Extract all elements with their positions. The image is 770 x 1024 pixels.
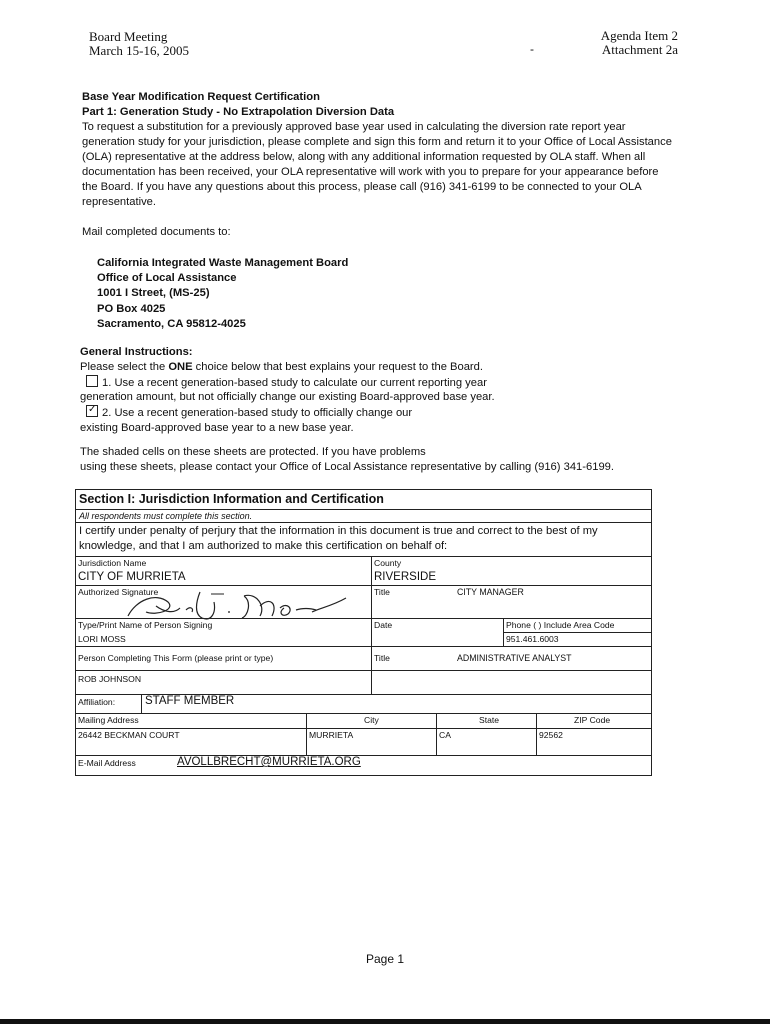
address-line: Sacramento, CA 95812-4025	[97, 317, 246, 330]
divider	[76, 670, 651, 671]
mailing-address-label: Mailing Address	[78, 715, 139, 725]
divider	[76, 755, 651, 756]
section-title: Section I: Jurisdiction Information and Certification	[79, 492, 384, 506]
header-board-meeting: Board Meeting	[89, 29, 168, 44]
scan-edge-bar	[0, 1019, 770, 1024]
page-number: Page 1	[365, 952, 405, 966]
zip-field[interactable]: 92562	[539, 730, 563, 740]
affiliation-label: Affiliation:	[78, 697, 116, 707]
email-field[interactable]: AVOLLBRECHT@MURRIETA.ORG	[177, 756, 361, 768]
intro-paragraph: To request a substitution for a previously approved base year used in calculating the diversion rate report year generation study for your jurisdiction, please complete and sign this form and return it to your Office of Local Assistance (OLA) representative at the address below, along with any additional information requested by OLA staff. When all documentation has been received, your OLA representative will work with you to prepare for your appearance before the Board. If you have any questions about this process, please call (916) 341-6199 to be connected to your OLA representative.	[82, 121, 672, 208]
section-1-form	[75, 489, 652, 776]
shaded-note-line: The shaded cells on these sheets are protected. If you have problems	[80, 446, 426, 458]
option-1-continued: generation amount, but not officially change our existing Board-approved base year.	[80, 391, 495, 404]
county-label: County	[374, 558, 402, 568]
state-field[interactable]: CA	[439, 730, 451, 740]
general-heading: General Instructions:	[80, 346, 193, 358]
general-instructions	[80, 345, 680, 436]
city-field[interactable]: MURRIETA	[309, 730, 354, 740]
mailing-address-block	[97, 256, 348, 332]
divider	[141, 694, 142, 713]
select-instruction	[80, 360, 680, 375]
doc-subtitle: Part 1: Generation Study - No Extrapolation Diversion Data	[82, 106, 395, 118]
header-date: March 15-16, 2005	[89, 43, 190, 58]
print-name-field[interactable]: LORI MOSS	[78, 634, 126, 644]
select-post: choice below that best explains your request to the Board.	[192, 360, 483, 373]
phone-field[interactable]: 951.461.6003	[506, 634, 559, 644]
address-line: 1001 I Street, (MS-25)	[97, 287, 210, 300]
divider	[536, 713, 537, 755]
county-field[interactable]: RIVERSIDE	[374, 571, 436, 583]
divider	[76, 646, 651, 647]
person-completing-label: Person Completing This Form (please print or type)	[78, 653, 274, 663]
header-agenda-item: Agenda Item 2	[600, 28, 678, 43]
option-1-checkbox[interactable]	[86, 375, 98, 387]
email-label: E-Mail Address	[78, 758, 136, 768]
divider	[503, 632, 651, 633]
divider	[306, 713, 307, 755]
shaded-note-line: using these sheets, please contact your Office of Local Assistance representative by calling (916) 341-6199.	[80, 460, 615, 473]
option-2-continued: existing Board-approved base year to a new base year.	[80, 421, 354, 434]
divider	[76, 728, 651, 729]
city-label: City	[364, 715, 379, 725]
header-attachment: Attachment 2a	[601, 42, 678, 57]
jurisdiction-field[interactable]: CITY OF MURRIETA	[78, 571, 186, 583]
divider	[76, 509, 651, 510]
state-label: State	[479, 715, 500, 725]
authorized-signature-label: Authorized Signature	[78, 587, 159, 597]
certification-text: I certify under penalty of perjury that the information in this document is true and correct to the best of my knowledge, and that I am authorized to make this certification on behalf of:	[79, 525, 598, 552]
divider	[76, 522, 651, 523]
option-2[interactable]	[80, 405, 680, 421]
shaded-cells-note	[80, 445, 680, 475]
address-line: California Integrated Waste Management Board	[97, 257, 349, 269]
title-2-field[interactable]: ADMINISTRATIVE ANALYST	[457, 653, 572, 663]
address-line: Office of Local Assistance	[97, 272, 237, 285]
option-1[interactable]	[80, 375, 680, 391]
mail-label: Mail completed documents to:	[82, 226, 231, 238]
select-bold: ONE	[168, 360, 193, 373]
title-2-label: Title	[374, 653, 390, 663]
section-subtitle: All respondents must complete this section.	[79, 511, 253, 521]
option-1-text: 1. Use a recent generation-based study to calculate our current reporting year	[102, 376, 487, 389]
person-completing-field[interactable]: ROB JOHNSON	[78, 674, 142, 684]
date-label: Date	[374, 620, 393, 630]
doc-title: Base Year Modification Request Certification	[82, 91, 320, 103]
divider	[371, 556, 372, 695]
title-label: Title	[374, 587, 390, 597]
option-2-text: 2. Use a recent generation-based study to officially change our	[102, 407, 413, 420]
address-line: PO Box 4025	[97, 302, 166, 315]
phone-label: Phone ( ) Include Area Code	[506, 620, 615, 630]
header-dash: -	[530, 42, 534, 56]
header-meeting-info	[89, 30, 189, 58]
title-block	[82, 90, 672, 210]
select-pre: Please select the	[80, 360, 169, 373]
print-name-label: Type/Print Name of Person Signing	[78, 620, 213, 630]
mailing-address-field[interactable]: 26442 BECKMAN COURT	[78, 730, 180, 740]
option-2-checkbox[interactable]	[86, 405, 98, 417]
divider	[76, 556, 651, 557]
divider	[76, 618, 651, 619]
jurisdiction-label: Jurisdiction Name	[78, 558, 147, 568]
divider	[76, 713, 651, 714]
title-field[interactable]: CITY MANAGER	[457, 587, 524, 597]
zip-label: ZIP Code	[574, 715, 611, 725]
divider	[436, 713, 437, 755]
affiliation-field[interactable]: STAFF MEMBER	[145, 695, 235, 707]
header-agenda-info	[601, 29, 678, 57]
